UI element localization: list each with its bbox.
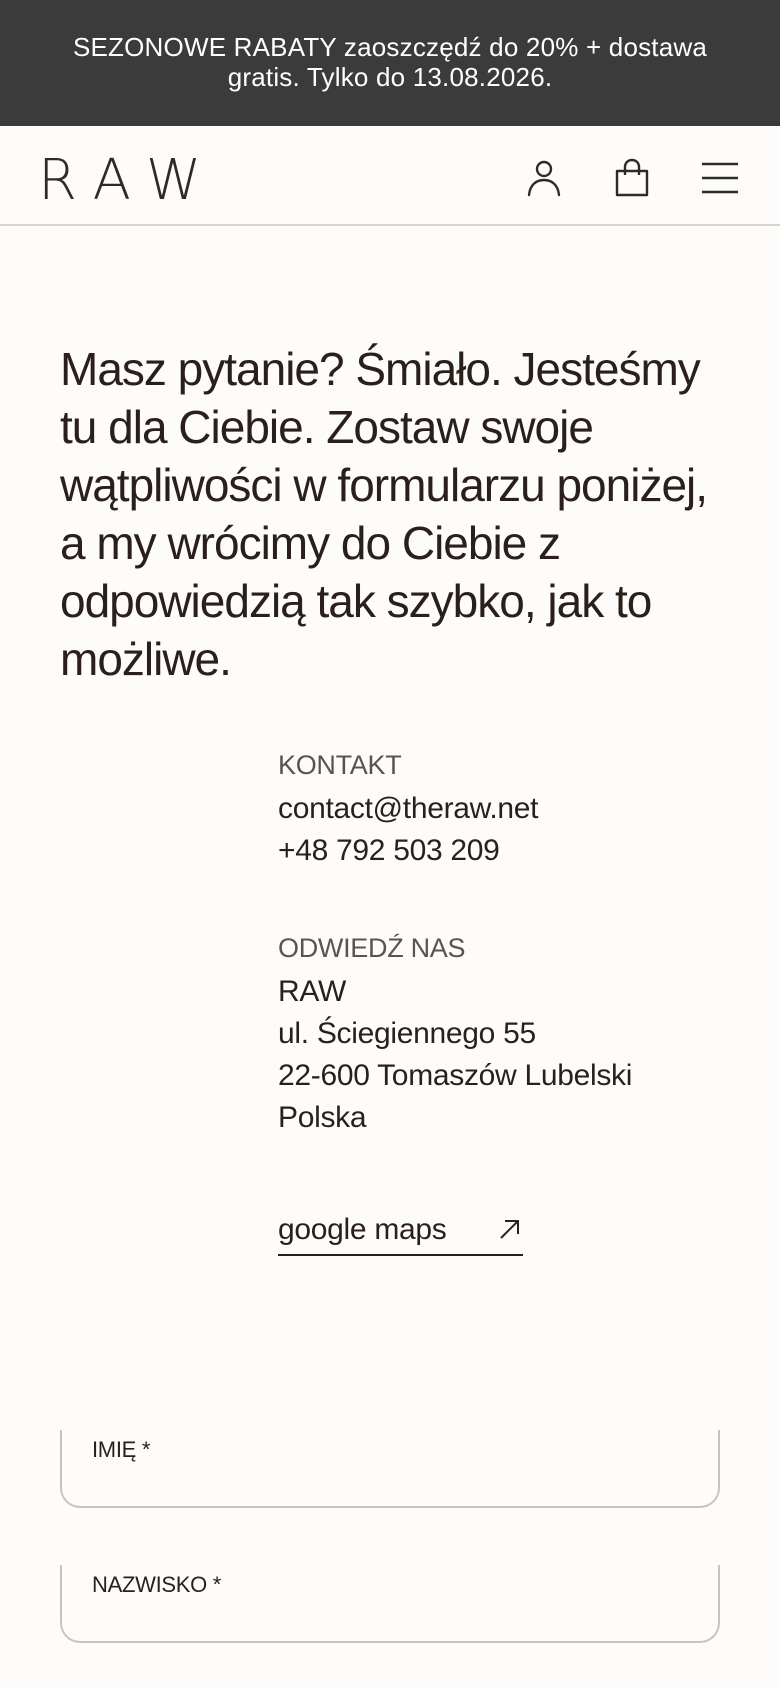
address-city: 22-600 Tomaszów Lubelski [278, 1059, 633, 1092]
visit-section [278, 931, 738, 1139]
last-name-input[interactable] [90, 1603, 690, 1633]
address-street: ul. Ściegiennego 55 [278, 1017, 536, 1050]
first-name-input[interactable] [90, 1468, 690, 1498]
contact-email-link[interactable]: contact@theraw.net [278, 792, 539, 825]
visit-label: ODWIEDŹ NAS [278, 933, 466, 963]
first-name-label: IMIĘ * [92, 1437, 151, 1462]
site-header [0, 126, 780, 226]
shopping-bag-icon[interactable] [608, 154, 656, 202]
contact-phone-link[interactable]: +48 792 503 209 [278, 834, 500, 867]
address-name: RAW [278, 975, 346, 1008]
last-name-field[interactable] [60, 1565, 720, 1643]
contact-section [278, 748, 738, 872]
last-name-label: NAZWISKO * [92, 1572, 222, 1597]
site-logo[interactable]: RAW [38, 148, 220, 213]
arrow-up-right-icon [497, 1216, 523, 1242]
intro-text: Masz pytanie? Śmiało. Jesteśmy tu dla Ciebie. Zostaw swoje wątpliwości w formularzu poniżej, a my wrócimy do Ciebie z odpowiedzią tak szybko, jak to możliwe. [60, 343, 708, 685]
account-icon[interactable] [520, 154, 568, 202]
promo-banner [0, 0, 780, 126]
first-name-field[interactable] [60, 1430, 720, 1508]
hamburger-menu-icon[interactable] [696, 154, 744, 202]
promo-line-1: SEZONOWE RABATY zaoszczędź do 20% + dostawa [72, 32, 708, 62]
contact-label: KONTAKT [278, 750, 402, 780]
google-maps-link[interactable] [278, 1210, 523, 1256]
google-maps-label: google maps [278, 1213, 447, 1246]
address-country: Polska [278, 1101, 367, 1134]
promo-line-2: gratis. Tylko do 13.08.2026. [227, 62, 553, 92]
